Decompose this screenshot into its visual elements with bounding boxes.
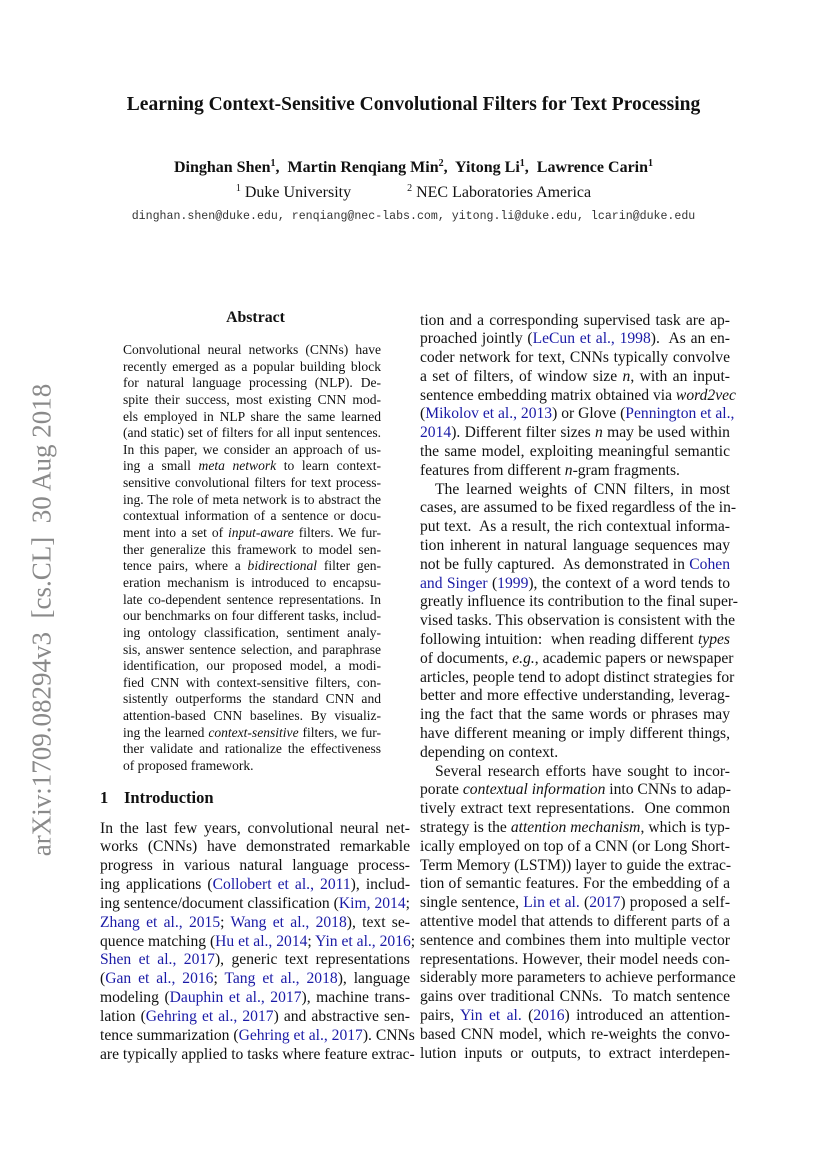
- text-line: [123, 458, 381, 475]
- text-line: [123, 442, 381, 459]
- text-run: into CNNs to adap-: [605, 781, 731, 799]
- text-run: depending on context.: [420, 743, 559, 761]
- text-line: [420, 744, 730, 763]
- citation-link[interactable]: 1999: [497, 574, 529, 592]
- author-affiliation-mark: 2: [438, 158, 444, 169]
- text-line: [123, 625, 381, 642]
- text-run: , with an input-: [630, 367, 730, 385]
- text-line: [100, 970, 410, 989]
- text-run: ). As an en-: [650, 330, 730, 348]
- text-run: tence summarization (: [100, 1026, 239, 1044]
- text-run: ) or Glove (: [552, 405, 626, 423]
- text-run: better and more effective understanding, leverag-: [420, 687, 730, 705]
- citation-link[interactable]: and Singer: [420, 574, 488, 592]
- text-line: [123, 658, 381, 675]
- author-name: Dinghan Shen: [173, 159, 271, 176]
- text-run: not be fully captured. As demonstrated in: [420, 555, 690, 573]
- text-run: filters. We fur-: [293, 525, 381, 541]
- text-run: pairs,: [420, 1006, 461, 1024]
- text-line: [100, 914, 410, 933]
- text-line: [420, 800, 730, 819]
- citation-link[interactable]: Pennington et al.,: [625, 405, 735, 423]
- text-run: Several research efforts have sought to incor-: [435, 762, 730, 780]
- text-run: (: [420, 405, 426, 423]
- text-run: coder network for text, CNNs typically convolve: [420, 349, 730, 367]
- text-run: ically employed on top of a CNN (or Long Short-: [420, 837, 730, 855]
- text-run: tion and a corresponding supervised task are ap-: [420, 311, 730, 329]
- text-line: [123, 675, 381, 692]
- text-run: ther generalize this framework to model sen-: [123, 541, 381, 557]
- text-line: [123, 392, 381, 409]
- text-run: (: [100, 970, 106, 988]
- citation-link[interactable]: Wang et al., 2018: [230, 913, 347, 931]
- text-run: In the last few years, convolutional neural net-: [100, 819, 410, 837]
- italic-text: bidirectional: [247, 558, 318, 574]
- text-line: [420, 913, 730, 932]
- text-line: [420, 386, 736, 406]
- text-line: [123, 508, 381, 525]
- text-run: ment into a set of: [123, 525, 229, 541]
- text-line: [420, 368, 730, 387]
- citation-link[interactable]: Dauphin et al., 2017: [169, 989, 302, 1007]
- section-number: 1: [100, 788, 109, 807]
- text-line: [420, 1007, 730, 1026]
- italic-text: n: [594, 424, 603, 442]
- text-run: are typically applied to tasks where feature extrac-: [100, 1045, 415, 1063]
- citation-link[interactable]: Kim, 2014: [338, 894, 406, 912]
- text-line: [420, 725, 730, 744]
- author-affiliation-mark: 1: [270, 158, 276, 169]
- citation-link[interactable]: Yin et al., 2016: [315, 932, 411, 950]
- text-line: [420, 481, 730, 500]
- text-line: [123, 375, 381, 392]
- author-name: Martin Renqiang Min: [287, 159, 439, 176]
- text-line: [100, 932, 416, 952]
- text-line: [100, 820, 410, 839]
- text-line: [420, 857, 730, 876]
- text-run: Convolutional neural networks (CNNs) have: [123, 342, 381, 357]
- text-run: strategy is the: [420, 819, 511, 837]
- text-line: [420, 1045, 730, 1064]
- text-run: ), language: [337, 970, 410, 988]
- affiliation-number: 2: [407, 183, 413, 194]
- text-line: [100, 876, 410, 895]
- affiliation-name: Duke University: [244, 184, 352, 201]
- text-run: our benchmarks on four different tasks, includ-: [123, 608, 381, 624]
- text-line: [100, 838, 410, 857]
- text-run: put text. As a result, the rich contextual informa-: [420, 518, 730, 536]
- italic-text: n: [622, 367, 631, 385]
- text-run: filter gen-: [317, 558, 381, 574]
- text-run: works (CNNs) have demonstrated remarkable: [100, 838, 410, 856]
- text-line: [420, 349, 730, 368]
- text-run: identification, our proposed model, a modi-: [123, 658, 381, 674]
- text-line: [123, 575, 381, 592]
- text-run: attentive model that attends to different parts of a: [420, 913, 730, 930]
- text-run: recently emerged as a popular building block: [123, 358, 381, 374]
- text-run: modeling (: [100, 989, 170, 1007]
- citation-link[interactable]: LeCun et al., 1998: [532, 330, 651, 348]
- text-line: [100, 895, 410, 914]
- text-run: single sentence,: [420, 894, 524, 912]
- author-name: Yitong Li: [455, 159, 520, 176]
- text-run: sis, answer sentence selection, and paraphrase: [123, 641, 381, 657]
- arxiv-stamp: arXiv:1709.08294v3 [cs.CL] 30 Aug 2018: [26, 383, 57, 857]
- text-run: ;: [410, 932, 416, 950]
- text-run: eration mechanism is introduced to encapsu-: [123, 574, 381, 590]
- text-line: [420, 593, 738, 612]
- text-run: gains over traditional CNNs. To match sentence: [420, 988, 730, 1006]
- text-run: ther validate and rationalize the effectiveness: [123, 741, 381, 757]
- text-run: to learn context-: [276, 458, 381, 474]
- text-run: ;: [405, 894, 410, 912]
- citation-link[interactable]: Gehring et al., 2017: [238, 1026, 363, 1044]
- citation-link[interactable]: Zhang et al., 2015: [100, 913, 221, 931]
- text-line: [420, 687, 730, 706]
- text-line: [420, 875, 730, 894]
- text-run: , which is typ-: [640, 819, 730, 837]
- text-run: -gram fragments.: [572, 461, 680, 479]
- author-name: Lawrence Carin: [536, 159, 649, 176]
- text-run: lation (: [100, 1007, 146, 1025]
- text-run: ing sentence/document classification (: [100, 894, 339, 912]
- text-run: sentence embedding matrix obtained via: [420, 386, 676, 404]
- text-line: [420, 668, 735, 688]
- text-line: [123, 542, 381, 559]
- text-run: siderably more parameters to achieve performance: [420, 969, 736, 987]
- text-line: [100, 1008, 410, 1027]
- text-line: [420, 838, 730, 857]
- text-line: [100, 951, 410, 970]
- text-run: cases, are assumed to be fixed regardless of the in-: [420, 499, 737, 517]
- text-run: sistently outperforms the standard CNN and: [123, 691, 381, 707]
- text-run: tively extract text representations. One common: [420, 800, 730, 818]
- text-line: [420, 537, 730, 556]
- text-run: sentence and combines them into multiple vector: [420, 931, 730, 949]
- text-run: ing. The role of meta network is to abstract the: [123, 491, 381, 507]
- text-run: (: [521, 1006, 534, 1024]
- italic-text: types: [697, 631, 730, 649]
- text-run: Term Memory (LSTM)) layer to guide the extrac-: [420, 856, 732, 874]
- affiliation-number: 1: [235, 183, 241, 194]
- text-line: [100, 989, 410, 1008]
- text-run: In this paper, we consider an approach of us-: [123, 441, 381, 457]
- text-line: [420, 706, 730, 725]
- text-run: tion of semantic features. For the embedding of a: [420, 875, 730, 893]
- text-line: [123, 592, 381, 609]
- text-run: may be used within: [602, 424, 730, 442]
- text-run: ing applications (: [100, 876, 213, 894]
- text-line: [420, 556, 730, 575]
- text-line: [100, 1045, 415, 1065]
- text-run: ). CNNs: [362, 1026, 415, 1044]
- text-run: tion inherent in natural language sequences may: [420, 537, 730, 555]
- text-run: ) and abstractive sen-: [273, 1007, 411, 1025]
- citation-link[interactable]: 2017: [589, 894, 621, 912]
- italic-text: attention mechanism: [510, 819, 641, 837]
- text-line: [420, 631, 730, 650]
- text-line: [420, 443, 730, 462]
- text-run: articles, people tend to adopt distinct strategies for: [420, 668, 735, 686]
- text-run: ) introduced an attention-: [564, 1006, 731, 1024]
- text-line: [123, 642, 381, 659]
- text-run: progress in various natural language process-: [100, 857, 410, 875]
- text-run: ), the context of a word tends to: [528, 574, 730, 592]
- text-run: ;: [307, 932, 316, 950]
- text-line: [420, 951, 730, 970]
- section-title: Introduction: [124, 788, 214, 807]
- author-emails: dinghan.shen@duke.edu, renqiang@nec-labs.com, yitong.li@duke.edu, lcarin@duke.edu: [131, 210, 696, 223]
- text-line: [420, 575, 730, 594]
- text-run: lution inputs or outputs, to extract interdepen-: [420, 1044, 730, 1062]
- text-run: porate: [420, 781, 463, 799]
- text-run: tence pairs, where a: [123, 558, 248, 574]
- italic-text: n: [564, 461, 573, 479]
- text-run: ing ontology classification, sentiment analy-: [123, 624, 381, 640]
- text-run: based CNN model, which re-weights the convo-: [420, 1025, 730, 1043]
- text-line: [420, 518, 730, 537]
- text-run: greatly influence its contribution to the final super-: [420, 593, 738, 611]
- text-run: filters, we fur-: [298, 724, 381, 740]
- text-run: following intuition: when reading different: [420, 631, 698, 649]
- abstract-body: [123, 342, 381, 775]
- citation-link[interactable]: Shen et al., 2017: [100, 951, 215, 969]
- text-run: els employed in NLP share the same learned: [123, 408, 381, 424]
- text-run: , academic papers or newspaper: [534, 649, 734, 667]
- text-run: sensitive convolutional filters for text process-: [123, 475, 381, 491]
- text-run: ), machine trans-: [301, 989, 411, 1007]
- citation-link[interactable]: 2016: [533, 1006, 565, 1024]
- author-list: Dinghan Shen$^1$, Martin Renqiang Min$^2$, Yitong Li$^1$, Lawrence Carin$^1$: [173, 158, 654, 176]
- text-line: [100, 857, 410, 876]
- text-run: ;: [220, 913, 231, 931]
- text-run: quence matching (: [100, 932, 216, 950]
- text-run: a set of filters, of window size: [420, 367, 623, 385]
- citation-link[interactable]: Cohen: [689, 555, 730, 573]
- text-run: have different meaning or imply different things,: [420, 725, 730, 743]
- citation-link[interactable]: 2014: [420, 424, 452, 442]
- text-line: [123, 608, 381, 625]
- text-run: (: [579, 894, 590, 912]
- introduction-right-column: [420, 311, 738, 1064]
- text-line: [123, 758, 381, 775]
- citation-link[interactable]: Collobert et al., 2011: [212, 876, 351, 894]
- text-run: ing the fact that the same words or phrases may: [420, 706, 730, 724]
- text-line: [420, 763, 730, 782]
- text-line: [123, 492, 381, 509]
- text-line: [123, 425, 381, 442]
- italic-text: context-sensitive: [208, 724, 299, 740]
- paper-title: Learning Context-Sensitive Convolutional Filters for Text Processing: [126, 94, 701, 115]
- text-line: [420, 819, 730, 838]
- citation-link[interactable]: Hu et al., 2014: [215, 932, 308, 950]
- text-line: [123, 342, 381, 359]
- text-line: [420, 499, 737, 518]
- text-run: attention-based CNN baselines. By visualiz-: [123, 708, 381, 724]
- italic-text: word2vec: [675, 386, 736, 404]
- text-line: [123, 525, 381, 542]
- text-run: ), text se-: [346, 913, 410, 931]
- text-line: [420, 330, 730, 349]
- text-run: for natural language processing (NLP). De-: [123, 375, 381, 391]
- text-line: [420, 612, 736, 631]
- citation-link[interactable]: Gehring et al., 2017: [145, 1007, 274, 1025]
- text-line: [420, 405, 735, 424]
- text-line: [123, 708, 381, 725]
- italic-text: e.g.: [512, 649, 535, 667]
- text-run: ;: [213, 970, 225, 988]
- affiliations: [0, 184, 827, 202]
- text-line: [123, 558, 381, 575]
- text-run: (and static) set of filters for all input sentences.: [123, 425, 381, 441]
- text-line: [420, 781, 730, 800]
- text-run: ing a small: [123, 458, 199, 474]
- citation-link[interactable]: Lin et al.: [523, 894, 580, 912]
- text-line: [420, 424, 730, 443]
- text-run: proached jointly (: [420, 330, 533, 348]
- text-run: of documents,: [420, 649, 513, 667]
- text-run: the same model, exploiting meaningful semantic: [420, 443, 730, 461]
- italic-text: contextual information: [462, 781, 606, 799]
- citation-link[interactable]: Mikolov et al., 2013: [425, 405, 553, 423]
- section-heading-introduction: [100, 788, 214, 808]
- italic-text: input-aware: [228, 525, 294, 541]
- text-line: [420, 462, 730, 481]
- text-run: ). Different filter sizes: [451, 424, 595, 442]
- text-line: [420, 932, 730, 951]
- text-line: [100, 1026, 415, 1046]
- text-run: spite their success, most existing CNN mod-: [123, 391, 381, 407]
- text-line: [123, 359, 381, 376]
- text-run: The learned weights of CNN filters, in most: [435, 480, 730, 498]
- text-line: [123, 741, 381, 758]
- affiliation-name: NEC Laboratories America: [416, 184, 592, 201]
- italic-text: meta network: [198, 458, 277, 474]
- text-line: [123, 691, 381, 708]
- text-run: (: [487, 574, 498, 592]
- text-line: [420, 312, 730, 331]
- text-run: ), includ-: [350, 876, 411, 894]
- text-run: of proposed framework.: [123, 758, 254, 774]
- text-run: ), generic text representations: [214, 951, 410, 969]
- introduction-left-column: [100, 819, 416, 1065]
- text-line: [420, 988, 730, 1007]
- text-line: [123, 409, 381, 426]
- text-run: fied CNN with context-sensitive filters, con-: [123, 674, 381, 690]
- text-run: vised tasks. This observation is consistent with the: [420, 612, 736, 630]
- text-line: [420, 1026, 730, 1045]
- author-affiliation-mark: 1: [519, 158, 525, 169]
- text-run: late co-dependent sentence representations. In: [123, 591, 381, 607]
- text-line: [420, 649, 734, 669]
- text-run: contextual information of a sentence or docu-: [123, 508, 381, 524]
- citation-link[interactable]: Gan et al., 2016: [105, 970, 214, 988]
- text-line: [420, 894, 730, 913]
- author-affiliation-mark: 1: [648, 158, 654, 169]
- text-run: ing the learned: [123, 724, 209, 740]
- text-line: [123, 725, 381, 742]
- text-run: representations. However, their model needs con-: [420, 950, 730, 968]
- citation-link[interactable]: Yin et al.: [460, 1006, 522, 1024]
- citation-link[interactable]: Tang et al., 2018: [224, 970, 338, 988]
- text-run: features from different: [420, 461, 565, 479]
- abstract-heading: Abstract: [226, 309, 285, 326]
- text-line: [420, 969, 736, 988]
- text-line: [123, 475, 381, 492]
- text-run: ) proposed a self-: [620, 894, 731, 912]
